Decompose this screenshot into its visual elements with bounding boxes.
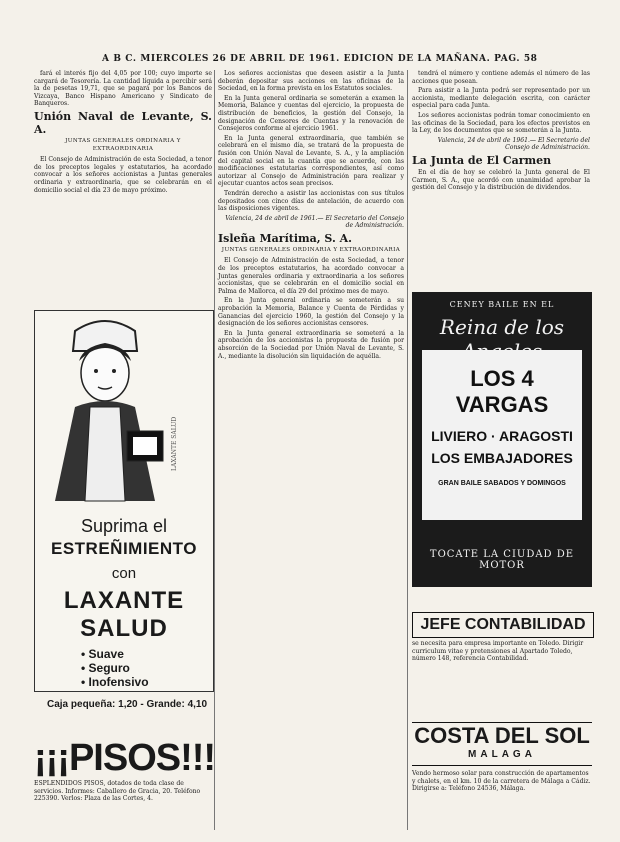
article-paragraph: Los señores accionistas podrán tomar conocimiento en las oficinas de la Sociedad, para los efectos previstos en la Ley, de los documentos que se someterán a la Junta. (412, 111, 590, 135)
article-paragraph: En el día de hoy se celebró la Junta general de El Carmen, S. A., que acordó con unanimidad aprobar la gestión del Consejo y la distribución de dividendos. (412, 168, 590, 192)
ad-reina-de-los-angeles (412, 292, 592, 587)
article-paragraph: En la Junta general extraordinaria, que también se celebrará en el mismo día, se tratará de la propuesta de fusión con Unión Naval de Levante, S. A., y la ampliación del capital social en la cuantía que se acuerde, con las modificaciones estatutarias correspondientes, así como autorizar al Consejo de Administración para realizar y ejecutar cuantos actos sean precisos. (218, 134, 404, 188)
column-rule (407, 70, 408, 830)
article-paragraph: En la Junta general ordinaria se someterán a examen la Memoria, Balance y cuentas del ejercicio, la propuesta de distribución de beneficios, la gestión del Consejo, la designación de Censores de Cuentas y la renovación de Consejeros conforme al ejercicio 1961. (218, 94, 404, 133)
article-paragraph: En la Junta general extraordinaria se someterá a la aprobación de los accionistas la propuesta de fusión por absorción de la Sociedad por Unión Naval de Levante, S. A., mediante la disolución sin liquidación de aquélla. (218, 329, 404, 360)
column-right (412, 70, 590, 194)
pisos-body: ESPLENDIDOS PISOS, dotados de toda clase de servicios. Informes: Caballero de Gracia, 20. Teléfono 225390. Verlos: Plaza de las Cortes, 4. (34, 780, 201, 803)
ad-slogan-line: con (111, 565, 137, 582)
ad-cine-line: LIVIERO · ARAGOSTI (431, 428, 573, 444)
article-paragraph: El Consejo de Administración de esta Sociedad, a tenor de los preceptos legales y estatutarios, ha acordado convocar a los señores accionistas a Juntas generales ordinaria y extraordinaria, que se celebrarán en el domicilio social el día 23 de mayo próximo. (34, 156, 212, 194)
ad-jefe-body: se necesita para empresa importante en Toledo. Dirigir curriculum vitae y pretensiones al Apartado Toledo, número 148, referencia Contabilidad. (412, 640, 584, 663)
ad-cine-box (422, 350, 582, 520)
ad-cine-bottom: TOCATE LA CIUDAD DE MOTOR (429, 549, 575, 571)
ad-cine-line: LOS EMBAJADORES (431, 450, 573, 466)
pisos-title: ¡¡¡PISOS!!! (34, 737, 216, 779)
page-header: A B C. MIERCOLES 26 DE ABRIL DE 1961. EDICION DE LA MAÑANA. PAG. 58 (102, 54, 538, 64)
column-rule (214, 70, 215, 830)
article-paragraph: El Consejo de Administración de esta Sociedad, a tenor de los preceptos estatutarios, ha acordado convocar a Juntas generales ordinaria y extraordinaria a los señores accionistas, que se celebrarán en el domicilio social en Palma de Mallorca, el día 29 del próximo mes de mayo. (218, 257, 404, 295)
svg-text:LAXANTE SALUD: LAXANTE SALUD (171, 416, 178, 471)
ad-bullet: • Inofensivo (81, 675, 149, 689)
ad-cine-top: CENEY BAILE EN EL (449, 300, 555, 309)
nurse-illustration (35, 311, 213, 511)
ad-cine-script: Reina de los (439, 315, 565, 339)
section-title: La Junta de El Carmen (412, 153, 552, 167)
section-title: Isleña Marítima, S. A. (218, 231, 353, 245)
article-paragraph: tendrá el número y contiene además el número de las acciones que posean. (412, 70, 590, 85)
article-paragraph: fará el interés fijo del 4,05 por 100; cuyo importe se cargará de Tesorería. La cantidad líquida a percibir será la de pesetas 19,71, que se pagará por los Bancos de Vizcaya, Banco Hispano Americano y Sindicato de Banqueros. (34, 70, 212, 108)
ad-brand-line: SALUD (80, 615, 168, 642)
section-subhead: JUNTAS GENERALES ORDINARIA Y EXTRAORDINARIA (221, 246, 401, 253)
ad-laxante-salud (34, 310, 214, 710)
column-left (34, 70, 212, 196)
section-subhead: JUNTAS GENERALES ORDINARIA Y EXTRAORDINARIA (65, 137, 181, 152)
ad-costa-body: Vendo hermoso solar para construcción de apartamentos y chalets, en el km. 10 de la carretera de Málaga a Cádiz. Dirigirse a: Teléfono 24536, Málaga. (412, 770, 591, 793)
ad-slogan-line: ESTREÑIMIENTO (51, 539, 197, 558)
signature: Valencia, 24 de abril de 1961.— El Secretario del Consejo de Administración. (437, 136, 590, 152)
ad-bullet: • Seguro (81, 661, 130, 675)
ad-jefe-contabilidad: JEFE CONTABILIDAD (412, 612, 594, 638)
ad-bullets (81, 647, 149, 689)
ad-bullet: • Suave (81, 647, 124, 661)
ad-price: Caja pequeña: 1,20 - Grande: 4,10 (47, 699, 208, 710)
ad-cine-line: GRAN BAILE SABADOS Y DOMINGOS (438, 480, 566, 487)
ad-costa-subtitle: MALAGA (468, 749, 536, 760)
article-paragraph: En la Junta general ordinaria se someterán a su aprobación la Memoria, Balance y Cuenta de Pérdidas y Ganancias del ejercicio 1960, la gestión del Consejo y la designación de los señores accionistas censores. (218, 297, 404, 328)
article-paragraph: Para asistir a la Junta podrá ser representado por un accionista, mediante delegación escrita, con carácter especial para cada Junta. (412, 87, 590, 110)
ad-costa-del-sol (412, 722, 592, 766)
article-paragraph: Los señores accionistas que deseen asistir a la Junta deberán depositar sus acciones en las oficinas de la Sociedad, en la forma prevista en los Estatutos sociales. (218, 70, 404, 93)
ad-cine-line: LOS 4 VARGAS (455, 366, 549, 417)
ad-costa-title: COSTA DEL SOL (414, 723, 590, 748)
ad-slogan-line: Suprima el (80, 516, 168, 536)
signature: Valencia, 24 de abril de 1961.— El Secretario del Consejo de Administración. (225, 214, 404, 230)
column-middle (218, 70, 404, 830)
article-paragraph: Tendrán derecho a asistir las accionistas con sus títulos depositados con cinco días de antelación, de acuerdo con las disposiciones vigentes. (218, 189, 404, 213)
section-title: Unión Naval de Levante, S. A. (34, 109, 212, 136)
ad-brand-line: LAXANTE (63, 587, 185, 614)
